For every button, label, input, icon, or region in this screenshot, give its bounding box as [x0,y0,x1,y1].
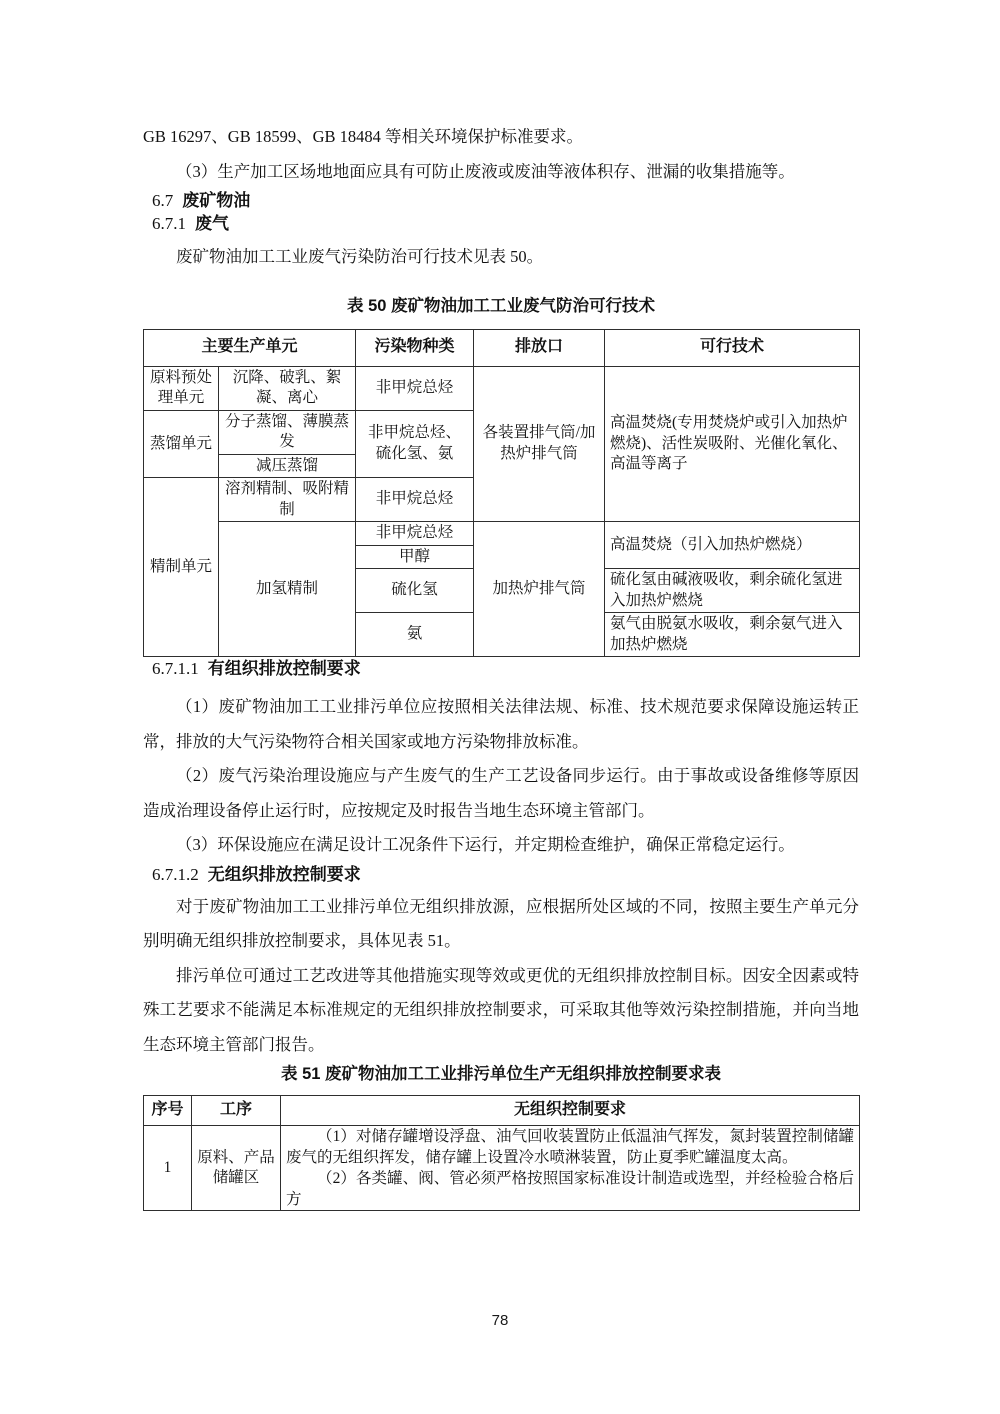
col-header-technology: 可行技术 [605,329,860,366]
table-row [144,329,860,366]
cell-outlet-heater-stack: 加热炉排气筒 [474,522,605,657]
cell-pollutant-nmhc: 非甲烷总烃 [356,366,474,410]
fugitive-control-paragraphs [143,890,859,1063]
cell-unit-distillation: 蒸馏单元 [144,410,219,478]
paragraph-fugitive-sources: 对于废矿物油加工工业排污单位无组织排放源，应根据所处区域的不同，按照主要生产单元分别明确无组织排放控制要求，具体见表 51。 [143,896,859,950]
heading-6-7-1 [152,212,859,235]
heading-number: 6.7.1.2 [152,864,199,884]
cell-process-molecular-distillation: 分子蒸馏、薄膜蒸发 [219,410,356,454]
col-header-process: 工序 [192,1096,281,1126]
cell-outlet-device-stacks: 各装置排气筒/加热炉排气筒 [474,366,605,522]
paragraph-site-collection: （3）生产加工区场地地面应具有可防止废液或废油等液体积存、泄漏的收集措施等。 [176,161,795,181]
heading-number: 6.7.1.1 [152,659,199,678]
table-row [144,1126,860,1211]
cell-pollutant-h2s: 硫化氢 [356,569,474,613]
heading-title: 废气 [195,214,229,233]
heading-title: 无组织排放控制要求 [207,864,361,884]
cell-tech-heater-incineration: 高温焚烧（引入加热炉燃烧） [605,522,860,569]
heading-title: 废矿物油 [182,191,251,210]
heading-title: 有组织排放控制要求 [207,659,361,678]
requirement-paragraph-2: （2）各类罐、阀、管必须严格按照国家标准设计制造或选型，并经检验合格后方 [286,1170,854,1208]
cell-process-solvent-refining: 溶剂精制、吸附精制 [219,478,356,522]
col-header-serial-number: 序号 [144,1096,192,1126]
table-row [144,366,860,410]
paragraph-table50-intro: 废矿物油加工工业废气污染防治可行技术见表 50。 [176,247,544,266]
col-header-production-unit: 主要生产单元 [144,329,356,366]
cell-tech-h2s-absorption: 硫化氢由碱液吸收，剩余硫化氢进入加热炉燃烧 [605,569,860,613]
table51-title: 表 51 废矿物油加工工业排污单位生产无组织排放控制要求表 [280,1065,722,1083]
paragraph-equivalent-measures: 排污单位可通过工艺改进等其他措施实现等效或更优的无组织排放控制目标。因安全因素或特殊工艺要求不能满足本标准规定的无组织排放控制要求，可采取其他等效污染控制措施，并向当地生态环境主管部门报告。 [143,965,859,1054]
col-header-outlet: 排放口 [474,329,605,366]
cell-pollutant-methanol: 甲醇 [356,545,474,569]
cell-pollutant-nmhc: 非甲烷总烃 [356,522,474,546]
cell-requirement-tank-area [281,1126,860,1211]
cell-process-settling: 沉降、破乳、絮凝、离心 [219,366,356,410]
organized-control-paragraphs [143,690,859,863]
cell-process-tank-area: 原料、产品储罐区 [192,1126,281,1211]
cell-tech-incineration-adsorption: 高温焚烧(专用焚烧炉或引入加热炉燃烧)、活性炭吸附、光催化氧化、高温等离子 [605,366,860,522]
content-column [143,0,859,1211]
table50-title: 表 50 废矿物油加工工业废气防治可行技术 [346,296,656,315]
paragraph-item2: （2）废气污染治理设施应与产生废气的生产工艺设备同步运行。由于事故或设备维修等原因造成治理设备停止运行时，应按规定及时报告当地生态环境主管部门。 [143,766,859,820]
paragraph-gb-standards: GB 16297、GB 18599、GB 18484 等相关环境保护标准要求。 [143,127,584,146]
col-header-pollutant: 污染物种类 [356,329,474,366]
cell-unit-refining: 精制单元 [144,478,219,657]
cell-unit-pretreatment: 原料预处理单元 [144,366,219,410]
table-row [144,522,860,546]
heading-6-7-1-2 [152,863,859,886]
heading-number: 6.7 [152,191,174,210]
table-row [144,1096,860,1126]
heading-6-7-1-1 [152,657,859,680]
requirement-paragraph-1: （1）对储存罐增设浮盘、油气回收装置防止低温油气挥发，氮封装置控制储罐废气的无组织挥发，储存罐上设置冷水喷淋装置，防止夏季贮罐温度太高。 [286,1128,854,1166]
page-number: 78 [491,1312,509,1329]
heading-number: 6.7.1 [152,214,186,233]
table-50 [143,329,860,658]
cell-serial-number: 1 [144,1126,192,1211]
paragraph-item3: （3）环保设施应在满足设计工况条件下运行，并定期检查维护，确保正常稳定运行。 [176,835,795,854]
cell-tech-nh3-absorption: 氨气由脱氨水吸收，剩余氨气进入加热炉燃烧 [605,613,860,657]
table-51 [143,1095,860,1211]
cell-pollutant-nmhc-h2s-nh3: 非甲烷总烃、硫化氢、氨 [356,410,474,478]
cell-pollutant-nmhc: 非甲烷总烃 [356,478,474,522]
cell-process-hydrorefining: 加氢精制 [219,522,356,657]
paragraph-item1: （1）废矿物油加工工业排污单位应按照相关法律法规、标准、技术规范要求保障设施运转正常，排放的大气污染物符合相关国家或地方污染物排放标准。 [143,697,859,751]
col-header-fugitive-requirement: 无组织控制要求 [281,1096,860,1126]
heading-6-7 [152,189,859,212]
cell-process-vacuum-distillation: 减压蒸馏 [219,454,356,478]
cell-pollutant-nh3: 氨 [356,613,474,657]
